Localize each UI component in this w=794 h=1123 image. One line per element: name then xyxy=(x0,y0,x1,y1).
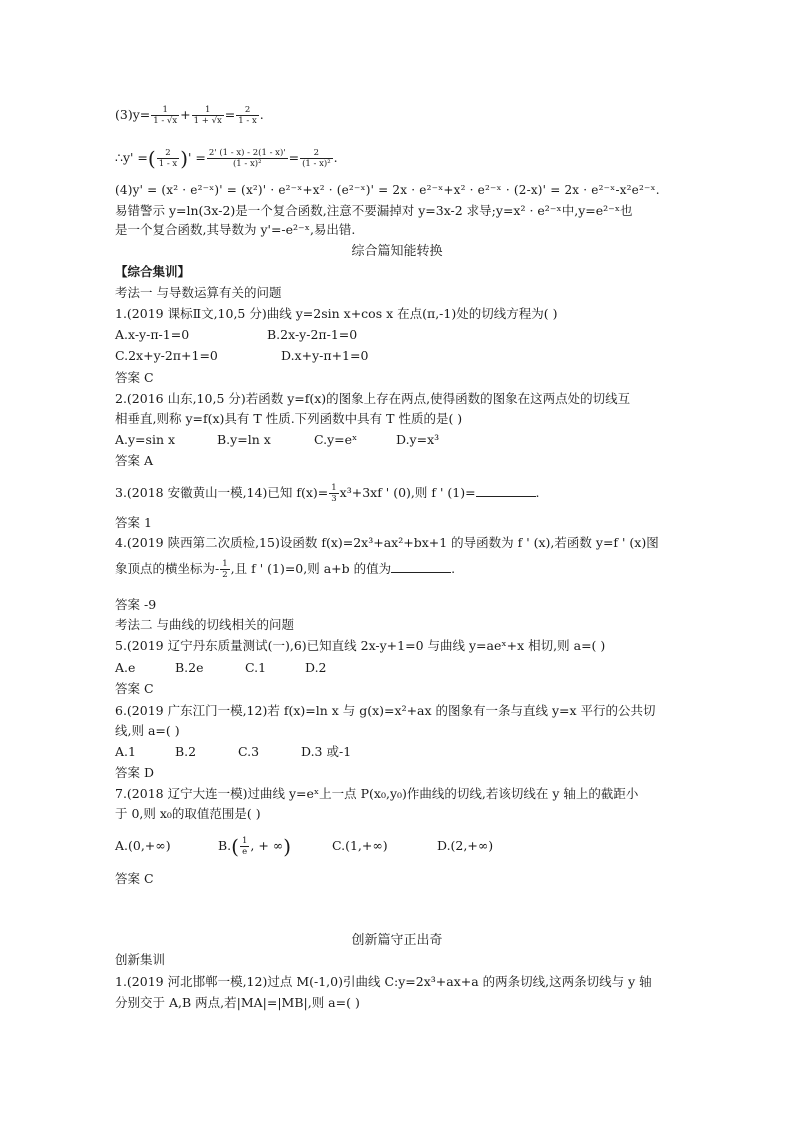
section-title-innovation: 创新篇守正出奇 xyxy=(351,933,443,948)
question-3-answer: 答案 1 xyxy=(115,515,152,530)
fraction: $\frac{1}{3}$ xyxy=(331,483,337,504)
option-a[interactable]: A.y=sin x xyxy=(115,432,176,447)
option-b[interactable]: B.2x-y-2π-1=0 xyxy=(267,327,358,342)
option-c[interactable]: C.1 xyxy=(245,660,267,675)
option-a[interactable]: A.e xyxy=(115,660,136,675)
question-1-options-row2 xyxy=(115,348,368,364)
question-4-answer: 答案 -9 xyxy=(115,597,157,612)
warning-line-2: 是一个复合函数,其导数为 y'=-e²⁻ˣ,易出错. xyxy=(115,222,356,237)
innovation-question-1-stem-2: 分别交于 A,B 两点,若|MA|=|MB|,则 a=( ) xyxy=(115,995,360,1010)
option-b[interactable]: B.2 xyxy=(175,744,197,759)
method-two-heading: 考法二 与曲线的切线相关的问题 xyxy=(115,617,294,632)
option-d[interactable]: D.x+y-π+1=0 xyxy=(281,348,369,363)
option-d[interactable]: D.2 xyxy=(305,660,327,675)
question-7-answer: 答案 C xyxy=(115,871,154,886)
answer-blank[interactable] xyxy=(476,484,536,497)
option-a[interactable]: A.1 xyxy=(115,744,136,759)
answer-blank[interactable] xyxy=(391,560,451,573)
section-heading-innovation: 创新集训 xyxy=(115,952,166,967)
fraction: $\frac{2}{1 - x}$ xyxy=(158,148,178,169)
part3-label: (3)y= xyxy=(115,107,151,122)
option-b[interactable]: B.( $\frac{1}{e}$ , + ∞) xyxy=(218,834,292,859)
fraction: $\frac{2}{1 - x}$ xyxy=(238,105,257,126)
question-7-stem-1: 7.(2018 辽宁大连一模)过曲线 y=eˣ上一点 P(x₀,y₀)作曲线的切线,若该切线在 y 轴上的截距小 xyxy=(115,786,639,801)
deriv3-line: ∴y' =( $\frac{2}{1 - x}$ )' = $\frac{2' (1 - x) - 2(1 - x)'}{\text{(1 - x)²}}$ = $\frac{2}{\text{(1 - x)²}}$ . xyxy=(115,146,338,171)
option-d[interactable]: D.(2,+∞) xyxy=(437,838,494,853)
question-6-answer: 答案 D xyxy=(115,765,154,780)
question-3-stem: 3.(2018 安徽黄山一模,14)已知 f(x)= $\frac{1}{3}$ x³+3xf ' (0),则 f ' (1)= . xyxy=(115,483,540,504)
question-7-options xyxy=(115,836,493,857)
question-4-stem-2: 象顶点的横坐标为- $\frac{1}{2}$ ,且 f ' (1)=0,则 a+b 的值为 . xyxy=(115,559,456,580)
option-c[interactable]: C.(1,+∞) xyxy=(332,838,388,853)
option-a[interactable]: A.(0,+∞) xyxy=(115,838,171,853)
fraction: $\frac{2}{\text{(1 - x)²}}$ xyxy=(302,148,331,169)
question-4-stem-1: 4.(2019 陕西第二次质检,15)设函数 f(x)=2x³+ax²+bx+1 的导函数为 f ' (x),若函数 y=f ' (x)图 xyxy=(115,535,659,550)
option-c[interactable]: C.3 xyxy=(238,744,260,759)
question-2-stem-1: 2.(2016 山东,10,5 分)若函数 y=f(x)的图象上存在两点,使得函数的图象在这两点处的切线互 xyxy=(115,391,631,406)
option-c[interactable]: C.y=eˣ xyxy=(314,432,358,447)
part3-line: (3)y= $\frac{1}{1 - √x}$ + $\frac{1}{1 + √x}$ = $\frac{2}{1 - x}$ . xyxy=(115,105,264,126)
fraction: $\frac{1}{e}$ xyxy=(241,836,248,857)
option-b[interactable]: B.2e xyxy=(175,660,204,675)
fraction: $\frac{2' (1 - x) - 2(1 - x)'}{\text{(1 - x)²}}$ xyxy=(208,148,286,169)
question-2-answer: 答案 A xyxy=(115,453,154,468)
option-d[interactable]: D.3 或-1 xyxy=(301,744,352,759)
question-1-options-row1 xyxy=(115,327,357,343)
fraction: $\frac{1}{1 - √x}$ xyxy=(153,105,178,126)
question-2-options xyxy=(115,432,439,448)
fraction: $\frac{1}{1 + √x}$ xyxy=(193,105,222,126)
option-d[interactable]: D.y=x³ xyxy=(396,432,440,447)
question-7-stem-2: 于 0,则 x₀的取值范围是( ) xyxy=(115,806,261,821)
warning-line-1: 易错警示 y=ln(3x-2)是一个复合函数,注意不要漏掉对 y=3x-2 求导;y=x² · e²⁻ˣ中,y=e²⁻ˣ也 xyxy=(115,203,633,218)
question-5-options xyxy=(115,660,327,676)
option-b[interactable]: B.y=ln x xyxy=(217,432,271,447)
part4-line: (4)y' = (x² · e²⁻ˣ)' = (x²)' · e²⁻ˣ+x² · (e²⁻ˣ)' = 2x · e²⁻ˣ+x² · e²⁻ˣ · (2-x)' = 2x · e²⁻ˣ-x²e²⁻ˣ. xyxy=(115,183,660,197)
question-6-options xyxy=(115,744,351,760)
question-6-stem-1: 6.(2019 广东江门一模,12)若 f(x)=ln x 与 g(x)=x²+ax 的图象有一条与直线 y=x 平行的公共切 xyxy=(115,703,656,718)
question-5-answer: 答案 C xyxy=(115,681,154,696)
question-5-stem: 5.(2019 辽宁丹东质量测试(一),6)已知直线 2x-y+1=0 与曲线 y=aeˣ+x 相切,则 a=( ) xyxy=(115,638,606,653)
option-c[interactable]: C.2x+y-2π+1=0 xyxy=(115,348,218,363)
section-heading-training: 【综合集训】 xyxy=(115,264,191,279)
innovation-question-1-stem-1: 1.(2019 河北邯郸一模,12)过点 M(-1,0)引曲线 C:y=2x³+ax+a 的两条切线,这两条切线与 y 轴 xyxy=(115,974,652,989)
option-a[interactable]: A.x-y-π-1=0 xyxy=(115,327,190,342)
question-6-stem-2: 线,则 a=( ) xyxy=(115,723,180,738)
method-one-heading: 考法一 与导数运算有关的问题 xyxy=(115,285,282,300)
fraction: $\frac{1}{2}$ xyxy=(222,559,228,580)
question-2-stem-2: 相垂直,则称 y=f(x)具有 T 性质.下列函数中具有 T 性质的是( ) xyxy=(115,411,463,426)
section-title-comprehensive: 综合篇知能转换 xyxy=(351,244,443,259)
question-1-stem: 1.(2019 课标Ⅱ文,10,5 分)曲线 y=2sin x+cos x 在点(π,-1)处的切线方程为( ) xyxy=(115,306,558,321)
question-1-answer: 答案 C xyxy=(115,370,154,385)
